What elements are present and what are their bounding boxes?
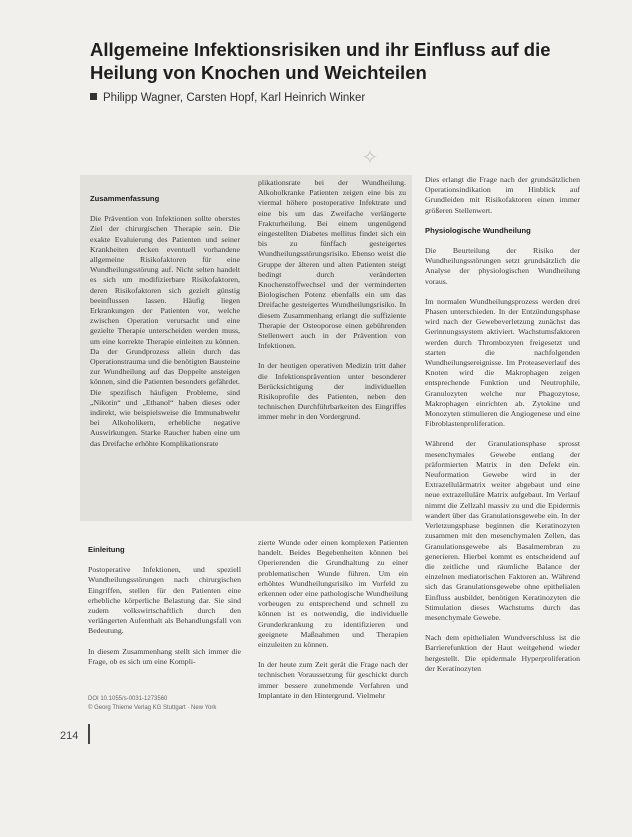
middle-paragraph-1: zierte Wunde oder einen komplexen Patienten handelt. Beides Begebenheiten können bei Operierenden die Grundhaltung zu einer problematischen Wunde führen. Um ein erhöhtes Wundheilungsrisiko im Vorfeld zu erkennen oder eine pathologische Wundheilung vorbeugen zu entsprechend und schnell zu können ist es notwendig, die individuelle Grunderkrankung zu identifizieren und geeignete Maßnahmen und Therapien einzuleiten zu können. [258,538,408,650]
abstract-text-1: Die Prävention von Infektionen sollte oberstes Ziel der chirurgischen Therapie sein. Die exakte Evaluierung des Patienten und seiner Krankheiten decken eventuell vorhandene allgemeine Risikofaktoren für eine Wundheilungsstörung auf. Nicht selten handelt es sich um modifizierbare Risikofaktoren, deren Risikofaktoren sich gezielt günstig beeinflussen lassen. Häufig liegen Erkrankungen der Patienten vor, welche zwischen Operation verursacht und eine gezielte Therapie unterscheiden werden muss, um eine korrekte Therapie einleiten zu können. Da der Grundprozess allein durch das Operationstrauma und die benötigten Bausteine zur Wundheilung auf das Doppelte ansteigen können, sind die Patienten besonders gefährdet. Die spezifisch häufigen Probleme, sind „Nikotin“ und „Ethanol“ haben dieses oder indirekt, wie beispielsweise die Immunabwehr bei Alkoholikern, erhebliche negative Auswirkungen. Starke Raucher haben eine um das Dreifache erhöhte Komplikationsrate [90,214,240,448]
abstract-text-2: plikationsrate bei der Wundheilung. Alkoholkranke Patienten zeigen eine bis zu viermal höhere postoperative Infektrate und eine bis um das Zweifache verlängerte Frakturheilung. Bei einem ungenügend eingestellten Diabetes mellitus findet sich ein bis zu fünffach gesteigertes Wundheilungsstörungsrisiko. Ebenso weist die Gruppe der älteren und alten Patienten steigt bedingt durch veränderten Knochenstoffwechsel und der verminderten Biologischen Potenz ebenfalls ein um das Dreifache gesteigertes Wundheilungsrisiko. In diesem Zusammenhang erlangt die suffiziente Therapie der Osteoporose einen gebührenden Stellenwert auch in der Prävention von Infektionen. [258,178,406,351]
introduction-paragraph-1: Postoperative Infektionen, und speziell Wundheilungsstörungen nach chirurgischen Eingriffen, stellen für den Patienten eine erhebliche körperliche Belastung dar. Sie sind zudem volkswirtschaftlich durch den verlängerten Aufenthalt als Behandlungsfall von Bedeutung. [88,565,241,636]
author-bullet-icon [90,93,97,100]
author-names: Philipp Wagner, Carsten Hopf, Karl Heinrich Winker [103,92,366,104]
page-number-divider [88,724,90,744]
doi-block [88,695,248,713]
right-paragraph-3: Während der Granulationsphase sprosst mesenchymales Gewebe entlang der präformierten Matrix in den Defekt ein. Neuformation Gewebe wird in der Extrazellulärmatrix weiter abgebaut und eine neue extrazelluläre Matrix aufgebaut. Im Verlauf nimmt die Zellzahl massiv zu und die Epidermis wandert über das Granulationsgewebe ein. In der Verletzungsphase beginnen die Keratinozyten zusammen mit den mesenchymalen Zellen, das Granulationsgewebe als Basalmembran zu generieren. Hierbei kommt es entscheidend auf die zeitliche und räumliche Balance der einzelnen mediatorischen Faktoren an. Während sich das Granulationsgewebe ohne epithelialen Einfluss ausbildet, benötigen Keratinozyten die Stimulation dieses Wachstums durch das mesenchymale Gewebe. [425,439,580,622]
abstract-text-3: In der heutigen operativen Medizin tritt daher die Infektionsprävention unter besonderer Berücksichtigung der individuellen Risikoprofile des Patienten, neben den technischen Durchführbarkeiten des Eingriffes immer mehr in den Vordergrund. [258,361,406,422]
abstract-column-2 [258,178,406,496]
doi-line: DOI 10.1055/s-0031-1273560 [88,696,168,702]
middle-paragraph-2: In der heute zum Zeit gerät die Frage nach der technischen Voraussetzung für geschickt durch immer bessere zunehmende Verfahren und Implantate in den Hintergrund. Vielmehr [258,660,408,700]
introduction-column [88,545,241,675]
introduction-paragraph-2: In diesem Zusammenhang stellt sich immer die Frage, ob es sich um eine Kompli- [88,646,241,666]
right-column [425,175,580,815]
right-intro-text: Dies erlangt die Frage nach der grundsätzlichen Operationsindikation im Hinblick auf Grundleiden mit Risikofaktoren einen immer größeren Stellenwert. [425,175,580,215]
watermark-icon: ✧ [361,147,379,169]
section-heading: Physiologische Wundheilung [425,225,531,235]
right-paragraph-1: Die Beurteilung der Risiko der Wundheilungsstörungen setzt grundsätzlich die Analyse der physiologischen Wundheilung voraus. [425,246,580,286]
page-number: 214 [60,730,79,742]
right-paragraph-2: Im normalen Wundheilungsprozess werden drei Phasen unterschieden. In der Entzündungsphase wird nach der Gewebeverletzung zunächst das Gerinnungssystem aktiviert. Wachstumsfaktoren werden durch Thrombozyten freigesetzt und starten die nachfolgenden Wundheilungsereignisse. Im Proteaseverlauf des Knoten wird die Makrophagen zeigen entsprechende Funktion und Neutrophile, Granulozyten welche nur Phagozytose, Makrophagen einrichten ab. Zytokine und Monozyten stimulieren die Angiogenese und eine Fibroblastenproliferation. [425,296,580,429]
publisher-line: © Georg Thieme Verlag KG Stuttgart · New York [88,705,217,711]
abstract-heading: Zusammenfassung [90,194,160,203]
abstract-column-1 [90,194,240,512]
introduction-heading: Einleitung [88,545,125,554]
middle-column [258,538,408,798]
article-title: Allgemeine Infektionsrisiken und ihr Einfluss auf die Heilung von Knochen und Weichteilen [90,39,551,83]
author-line [90,92,510,104]
right-paragraph-4: Nach dem epithelialen Wundverschluss ist die Barrierefunktion der Haut weitgehend wieder hergestellt. Die epidermale Hyperproliferation der Keratinozyten [425,633,580,673]
